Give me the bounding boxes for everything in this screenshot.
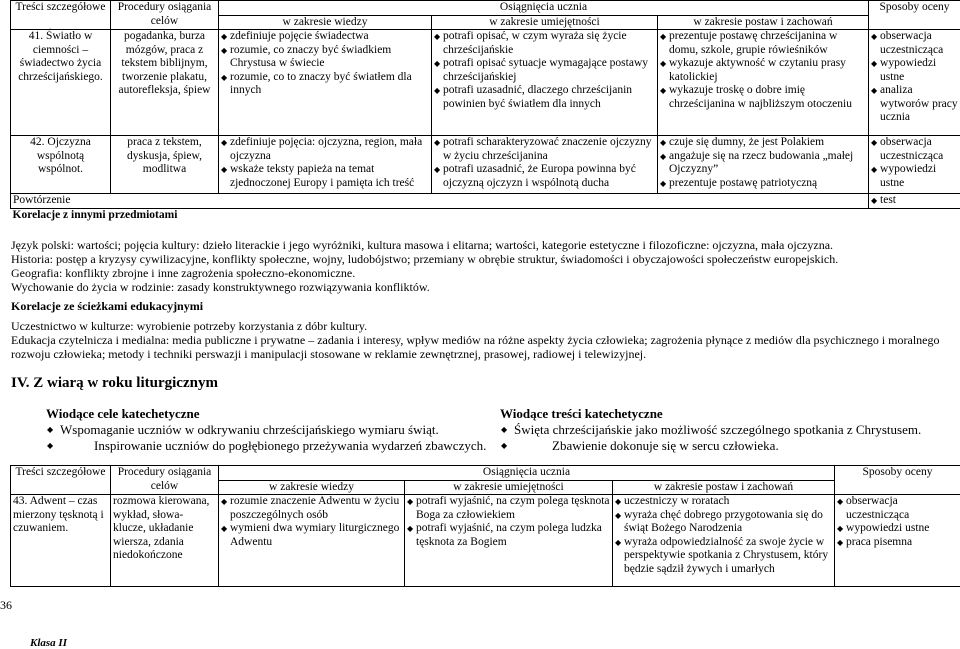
list-item: ◆ potrafi uzasadnić, dlaczego chrześcijanin powinien być światłem dla innych — [434, 84, 655, 111]
header-osiagniecia: Osiągnięcia ucznia — [219, 1, 869, 16]
row2-wiedza — [219, 136, 432, 194]
list-item: ◆ Święta chrześcijańskie jako możliwość szczególnego spotkania z Chrystusem. — [500, 422, 950, 438]
lesson-table-1 — [10, 0, 960, 222]
row2-postawy — [658, 136, 869, 194]
row3-umiejetnosci — [405, 495, 613, 587]
row3-postawy — [613, 495, 835, 587]
lesson-table-2 — [10, 465, 960, 587]
list-item: ◆ wypowiedzi ustne — [871, 57, 958, 84]
powtorzenie-row: Powtórzenie — [11, 194, 869, 209]
list-item: ◆ uczestniczy w roratach — [615, 495, 832, 509]
korelacje-line: Wychowanie do życia w rodzinie: zasady konstruktywnego rozwiązywania konfliktów. — [11, 280, 430, 294]
row2-tresci: 42. Ojczyzna wspólnotą wspólnot. — [11, 136, 111, 194]
row2-sposoby — [869, 136, 960, 194]
korelacje-line: Geografia: konflikty zbrojne i inne zagrożenia społeczno-ekonomiczne. — [11, 266, 356, 280]
row1-procedury: pogadanka, burza mózgów, praca z tekstem biblijnym, tworzenie plakatu, autorefleksja, śpiew — [111, 30, 219, 136]
powtorzenie-sposob — [869, 194, 960, 209]
header-procedury: Procedury osiągania celów — [111, 1, 219, 30]
row3-sposoby — [835, 495, 960, 587]
list-item: ◆ zdefiniuje pojęcia: ojczyzna, region, mała ojczyzna — [221, 136, 429, 163]
row2-umiejetnosci — [432, 136, 658, 194]
header-wiedza: w zakresie wiedzy — [219, 15, 432, 30]
list-item: ◆ analiza wytworów pracy ucznia — [871, 84, 958, 125]
list-item: ◆ wyraża odpowiedzialność za swoje życie w perspektywie spotkania z Chrystusem, który będzie sądził żywych i umarłych — [615, 536, 832, 577]
header-postawy: w zakresie postaw i zachowań — [613, 480, 835, 495]
korelacje-text — [11, 238, 951, 294]
header-procedury: Procedury osiągania celów — [111, 466, 219, 495]
sciezki-text — [11, 319, 951, 361]
korelacje-line: Język polski: wartości; pojęcia kultury: dzieło literackie i jego wyróżniki, kultura masowa i elitarna; wartości, kategorie estetyczne i filozoficzne: ojczyzna, mała ojczyzna. — [11, 238, 834, 252]
korelacje-line: Historia: postęp a kryzysy cywilizacyjne, konflikty społeczne, wojny, ludobójstwo; przemiany w obrębie struktur, świadomości i obyczajowości społeczeństw europejskich. — [11, 252, 839, 266]
page-number: 36 — [0, 598, 12, 612]
list-item: ◆ wyraża chęć dobrego przygotowania się do świąt Bożego Narodzenia — [615, 509, 832, 536]
list-item: ◆ rozumie, co znaczy być świadkiem Chrystusa w świecie — [221, 44, 429, 71]
sciezki-line: Edukacja czytelnicza i medialna: media publiczne i prywatne – zadania i interesy, wpływ mediów na różne aspekty życia człowieka; zagrożenia płynące z mediów dla psychicznego i moralnego rozwoju człowieka; metody i techniki perswazji i manipulacji stosowane w reklamie zewnętrznej, prasowej, radiowej i telewizyjnej. — [11, 333, 940, 361]
section-title: IV. Z wiarą w roku liturgicznym — [11, 375, 218, 391]
list-item: ◆ praca pisemna — [837, 536, 958, 550]
row3-wiedza — [219, 495, 405, 587]
korelacje-heading: Korelacje z innymi przedmiotami — [12, 208, 178, 221]
list-item: ◆ obserwacja uczestnicząca — [871, 30, 958, 57]
list-item: ◆ zdefiniuje pojęcie świadectwa — [221, 30, 429, 44]
list-item: ◆ prezentuje postawę chrześcijanina w domu, szkole, grupie rówieśników — [660, 30, 866, 57]
list-item: ◆ rozumie, co to znaczy być światłem dla innych — [221, 71, 429, 98]
list-item: ◆ obserwacja uczestnicząca — [871, 136, 958, 163]
row1-tresci: 41. Światło w ciemności – świadectwo życia chrześcijańskiego. — [11, 30, 111, 136]
list-item: ◆ potrafi wyjaśnić, na czym polega tęsknota Boga za człowiekiem — [407, 495, 610, 522]
list-item: ◆ wypowiedzi ustne — [837, 522, 958, 536]
sciezki-heading: Korelacje ze ścieżkami edukacyjnymi — [11, 299, 204, 313]
list-item: ◆ prezentuje postawę patriotyczną — [660, 177, 866, 191]
row3-tresci: 43. Adwent – czas mierzony tęsknotą i czuwaniem. — [11, 495, 111, 587]
row1-sposoby — [869, 30, 960, 136]
list-item: ◆ potrafi scharakteryzować znaczenie ojczyzny w życiu chrześcijanina — [434, 136, 655, 163]
list-item: ◆ Inspirowanie uczniów do pogłębionego przeżywania wydarzeń zbawczych. — [46, 438, 506, 454]
footer-label: Klasa II — [30, 637, 67, 649]
list-item: ◆ wypowiedzi ustne — [871, 163, 958, 190]
list-item: ◆ potrafi wyjaśnić, na czym polega ludzka tęsknota za Bogiem — [407, 522, 610, 549]
list-item: ◆ wykazuje troskę o dobre imię chrześcijanina w najbliższym otoczeniu — [660, 84, 866, 111]
list-item: ◆ czuje się dumny, że jest Polakiem — [660, 136, 866, 150]
list-item: ◆ wskaże teksty papieża na temat zjednoczonej Europy i pamięta ich treść — [221, 163, 429, 190]
header-postawy: w zakresie postaw i zachowań — [658, 15, 869, 30]
header-umiejetnosci: w zakresie umiejętności — [405, 480, 613, 495]
list-item: ◆ test — [871, 194, 958, 208]
header-umiejetnosci: w zakresie umiejętności — [432, 15, 658, 30]
sciezki-line: Uczestnictwo w kulturze: wyrobienie potrzeby korzystania z dóbr kultury. — [11, 319, 368, 333]
row3-procedury: rozmowa kierowana, wykład, słowa-klucze, układanie wiersza, zdania niedokończone — [111, 495, 219, 587]
row2-procedury: praca z tekstem, dyskusja, śpiew, modlitwa — [111, 136, 219, 194]
list-item: ◆ rozumie znaczenie Adwentu w życiu poszczególnych osób — [221, 495, 402, 522]
list-item: ◆ potrafi uzasadnić, że Europa powinna być ojczyzną ojczyzn i wspólnotą ducha — [434, 163, 655, 190]
list-item: ◆ wymieni dwa wymiary liturgicznego Adwentu — [221, 522, 402, 549]
list-item: ◆ obserwacja uczestnicząca — [837, 495, 958, 522]
list-item: ◆ potrafi opisać sytuacje wymagające postawy chrześcijańskiej — [434, 57, 655, 84]
tresci-block — [500, 406, 950, 454]
list-item: ◆ Zbawienie dokonuje się w sercu człowieka. — [500, 438, 950, 454]
row1-postawy — [658, 30, 869, 136]
header-tresci: Treści szczegółowe — [11, 1, 111, 30]
list-item: ◆ angażuje się na rzecz budowania „małej Ojczyzny” — [660, 150, 866, 177]
header-sposoby: Sposoby oceny — [869, 1, 960, 30]
header-wiedza: w zakresie wiedzy — [219, 480, 405, 495]
row1-umiejetnosci — [432, 30, 658, 136]
list-item: ◆ potrafi opisać, w czym wyraża się życie chrześcijańskie — [434, 30, 655, 57]
cele-block — [46, 406, 506, 454]
cele-heading: Wiodące cele katechetyczne — [46, 406, 200, 421]
row1-wiedza — [219, 30, 432, 136]
tresci-heading: Wiodące treści katechetyczne — [500, 406, 663, 421]
header-osiagniecia: Osiągnięcia ucznia — [219, 466, 835, 481]
header-tresci: Treści szczegółowe — [11, 466, 111, 495]
header-sposoby: Sposoby oceny — [835, 466, 960, 495]
list-item: ◆ wykazuje aktywność w czytaniu prasy katolickiej — [660, 57, 866, 84]
list-item: ◆ Wspomaganie uczniów w odkrywaniu chrześcijańskiego wymiaru świąt. — [46, 422, 506, 438]
